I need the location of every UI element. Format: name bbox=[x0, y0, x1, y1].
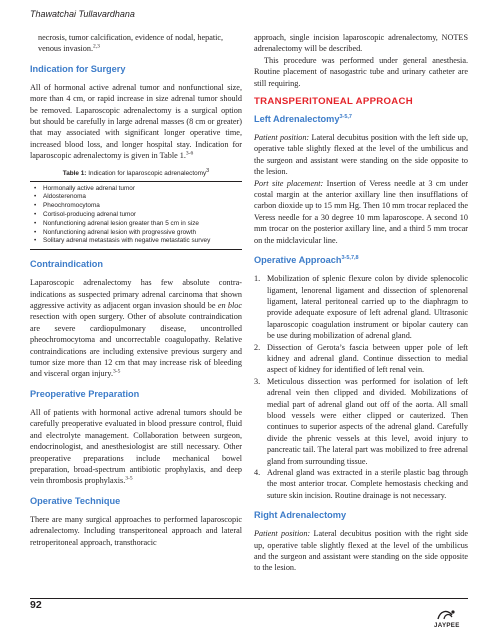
table-caption: Table 1: Indication for laparoscopic adrenalectomy$^3$ bbox=[62, 167, 210, 177]
list-item-text: Mobilization of splenic flexure colon by divide splenocolic ligament, lenorenal ligament and dissection of splenorenal ligament, lateral peritoneal carried up to the diaphragm to provide adequate exposure of left adrenal gland. Ultrasonic laparoscopic coagulation instrument or bipolar cautery can be use during mobilization of adrenal gland. bbox=[267, 274, 468, 341]
list-item-number: 4. bbox=[254, 468, 261, 477]
bullet-icon: • bbox=[34, 211, 37, 219]
right-adrenalectomy-heading: Right Adrenalectomy bbox=[254, 510, 347, 521]
list-item-number: 3. bbox=[254, 376, 261, 386]
list-item bbox=[254, 376, 468, 467]
table-cell: Aldosterenoma bbox=[43, 193, 86, 201]
page-number: 92 bbox=[30, 599, 42, 611]
bullet-icon: • bbox=[34, 237, 37, 245]
table-row bbox=[34, 185, 242, 194]
contraindication-heading: Contraindication bbox=[30, 259, 103, 270]
anesthesia-paragraph: This procedure was performed under general anesthesia. Routine placement of nasogastric tube and urinary catheter are still requiring. bbox=[254, 55, 468, 88]
running-head: Thawatchai Tullavardhana bbox=[30, 9, 135, 19]
operative-technique-paragraph: There are many surgical approaches to performed laparoscopic adrenalectomy. Including transperitoneal approach and lateral retroperitoneal approach, transthoracic bbox=[30, 514, 242, 547]
table-row bbox=[34, 220, 242, 229]
approach-paragraph: approach, single incision laparoscopic adrenalectomy, NOTES adrenalectomy will be described. bbox=[254, 33, 468, 54]
list-item-number: 2. bbox=[254, 342, 261, 352]
table-cell: Nonfunctioning adrenal lesion greater than 5 cm in size bbox=[43, 219, 199, 227]
operative-technique-heading: Operative Technique bbox=[30, 495, 121, 506]
publisher-name: JAYPEE bbox=[434, 622, 460, 629]
table-row bbox=[34, 202, 242, 211]
operative-approach-heading: Operative Approach$^{3-5,7,8}$ bbox=[254, 255, 359, 266]
list-item-number: 1. bbox=[254, 274, 261, 284]
table-body bbox=[30, 181, 242, 251]
bullet-icon: • bbox=[34, 219, 37, 227]
list-item bbox=[254, 467, 468, 501]
list-item bbox=[254, 273, 468, 341]
table-row bbox=[34, 237, 242, 246]
bullet-icon: • bbox=[34, 202, 37, 210]
operative-steps-list bbox=[254, 273, 468, 501]
bullet-icon: • bbox=[34, 193, 37, 201]
indication-paragraph: All of hormonal active adrenal tumor and nonfunctional size, more than 4 cm, or rapid increase in size adrenal tumor should be removed. Laparoscopic adrenalectomy is a surgical option but should be carefully in large adrenal masses (8 cm or greater) that may associated with significant longer operative time, increased blood loss, and longer hospital stay. Indication for laparoscopic adrenalectomy is given in Table 1.$^{3-6}$ bbox=[30, 82, 242, 161]
right-patient-position-paragraph: Patient position: Lateral decubitus position with the right side up, operative table slightly flexed at the level of the umbilicus and the surgeon and assistant were standing on the side opposite to the lesion. bbox=[254, 529, 469, 573]
table-cell: Hormonally active adrenal tumor bbox=[43, 184, 135, 192]
table-row bbox=[34, 211, 242, 220]
table-cell: Pheochromocytoma bbox=[43, 202, 100, 210]
contraindication-paragraph: Laparoscopic adrenalectomy has few absolute contra-indications as suspected primary adrenal carcinoma that shown aggressive activity as adjacent organ invasion should be en bloc resection with open surgery. Other of absolute contraindication are severe cardiopulmonary disease, uncontrolled pheochromocytoma and uncorrectable coagulopathy. Relative contraindications are including extensive previous surgery and tumor size more than 12 cm that may increase risk of bleeding and visceral organ injury.$^{3-5}$ bbox=[30, 278, 243, 379]
preoperative-paragraph: All of patients with hormonal active adrenal tumors should be carefully preoperative evaluated in blood pressure control, fluid and electrolyte management. Collaboration between surgeon, endocrinologist, and anesthesiologist are still necessary. Other preoperative preparations include mechanical bowel preparation, broad-spectrum antibiotic prophylaxis, and deep vein thrombosis prophylaxis.$^{3-5}$ bbox=[30, 407, 242, 486]
table-cell: Nonfunctioning adrenal lesion with progressive growth bbox=[43, 228, 197, 236]
table-row bbox=[34, 193, 242, 202]
bullet-icon: • bbox=[34, 228, 37, 236]
list-item-text: Dissection of Gerota’s fascia between upper pole of left kidney and adrenal gland. Continue dissection to medial aspect of kidney for identified of left renal vein. bbox=[267, 342, 468, 375]
indication-heading: Indication for Surgery bbox=[30, 63, 126, 74]
indication-table bbox=[30, 167, 242, 251]
patient-position-paragraph: Patient position: Lateral decubitus position with the left side up, operative table slightly flexed at the level of the umbilicus and the surgeon and assistant were standing on the side opposite to the lesion. bbox=[254, 133, 469, 177]
right-column bbox=[254, 32, 468, 574]
list-item-text: Adrenal gland was extracted in a sterile plastic bag through the most anterior trocar. Complete hemostasis checking and suture skin incision. Routine drainage is not necessary. bbox=[267, 468, 468, 500]
table-cell: Solitary adrenal metastasis with negative metastatic survey bbox=[43, 237, 211, 245]
list-item-text: Meticulous dissection was performed for isolation of left adrenal vein then clipped and divided. Mobilizations of medial part of adrenal gland out off of the aorta. All small blood vessels were either clipped or cauterized. Then continues to superior aspects of the adrenal gland. Carefully divide the phrenic vessels at this level, avoid injury to pancreatic tail. The lateral part was mobilized to free adrenal gland from surrounding tissue. bbox=[267, 376, 468, 466]
left-adrenalectomy-heading: Left Adrenalectomy$^{3-5,7}$ bbox=[254, 113, 352, 125]
list-item bbox=[254, 342, 468, 376]
left-column bbox=[30, 32, 242, 548]
preoperative-heading: Preoperative Preparation bbox=[30, 388, 140, 399]
bullet-icon: • bbox=[34, 184, 37, 192]
intro-paragraph: necrosis, tumor calcification, evidence of nodal, hepatic, venous invasion.$^{2,3}$ bbox=[38, 33, 224, 54]
table-cell: Cortisol-producing adrenal tumor bbox=[43, 211, 137, 219]
port-site-paragraph: Port site placement: Insertion of Veress needle at 3 cm under costal margin at the anterior axillary line then insufflations of carbon dioxide up to 15 mm Hg. Then 10 mm trocar replaced the Veress needle for a 30 degree 10 mm laparoscope. A second 10 mm trocar on the posterior axillary line, and a third 5 mm trocar on the midclavicular line. bbox=[254, 178, 468, 245]
transperitoneal-heading: TRANSPERITONEAL APPROACH bbox=[254, 96, 413, 108]
table-row bbox=[34, 229, 242, 238]
footer-rule bbox=[30, 598, 468, 599]
